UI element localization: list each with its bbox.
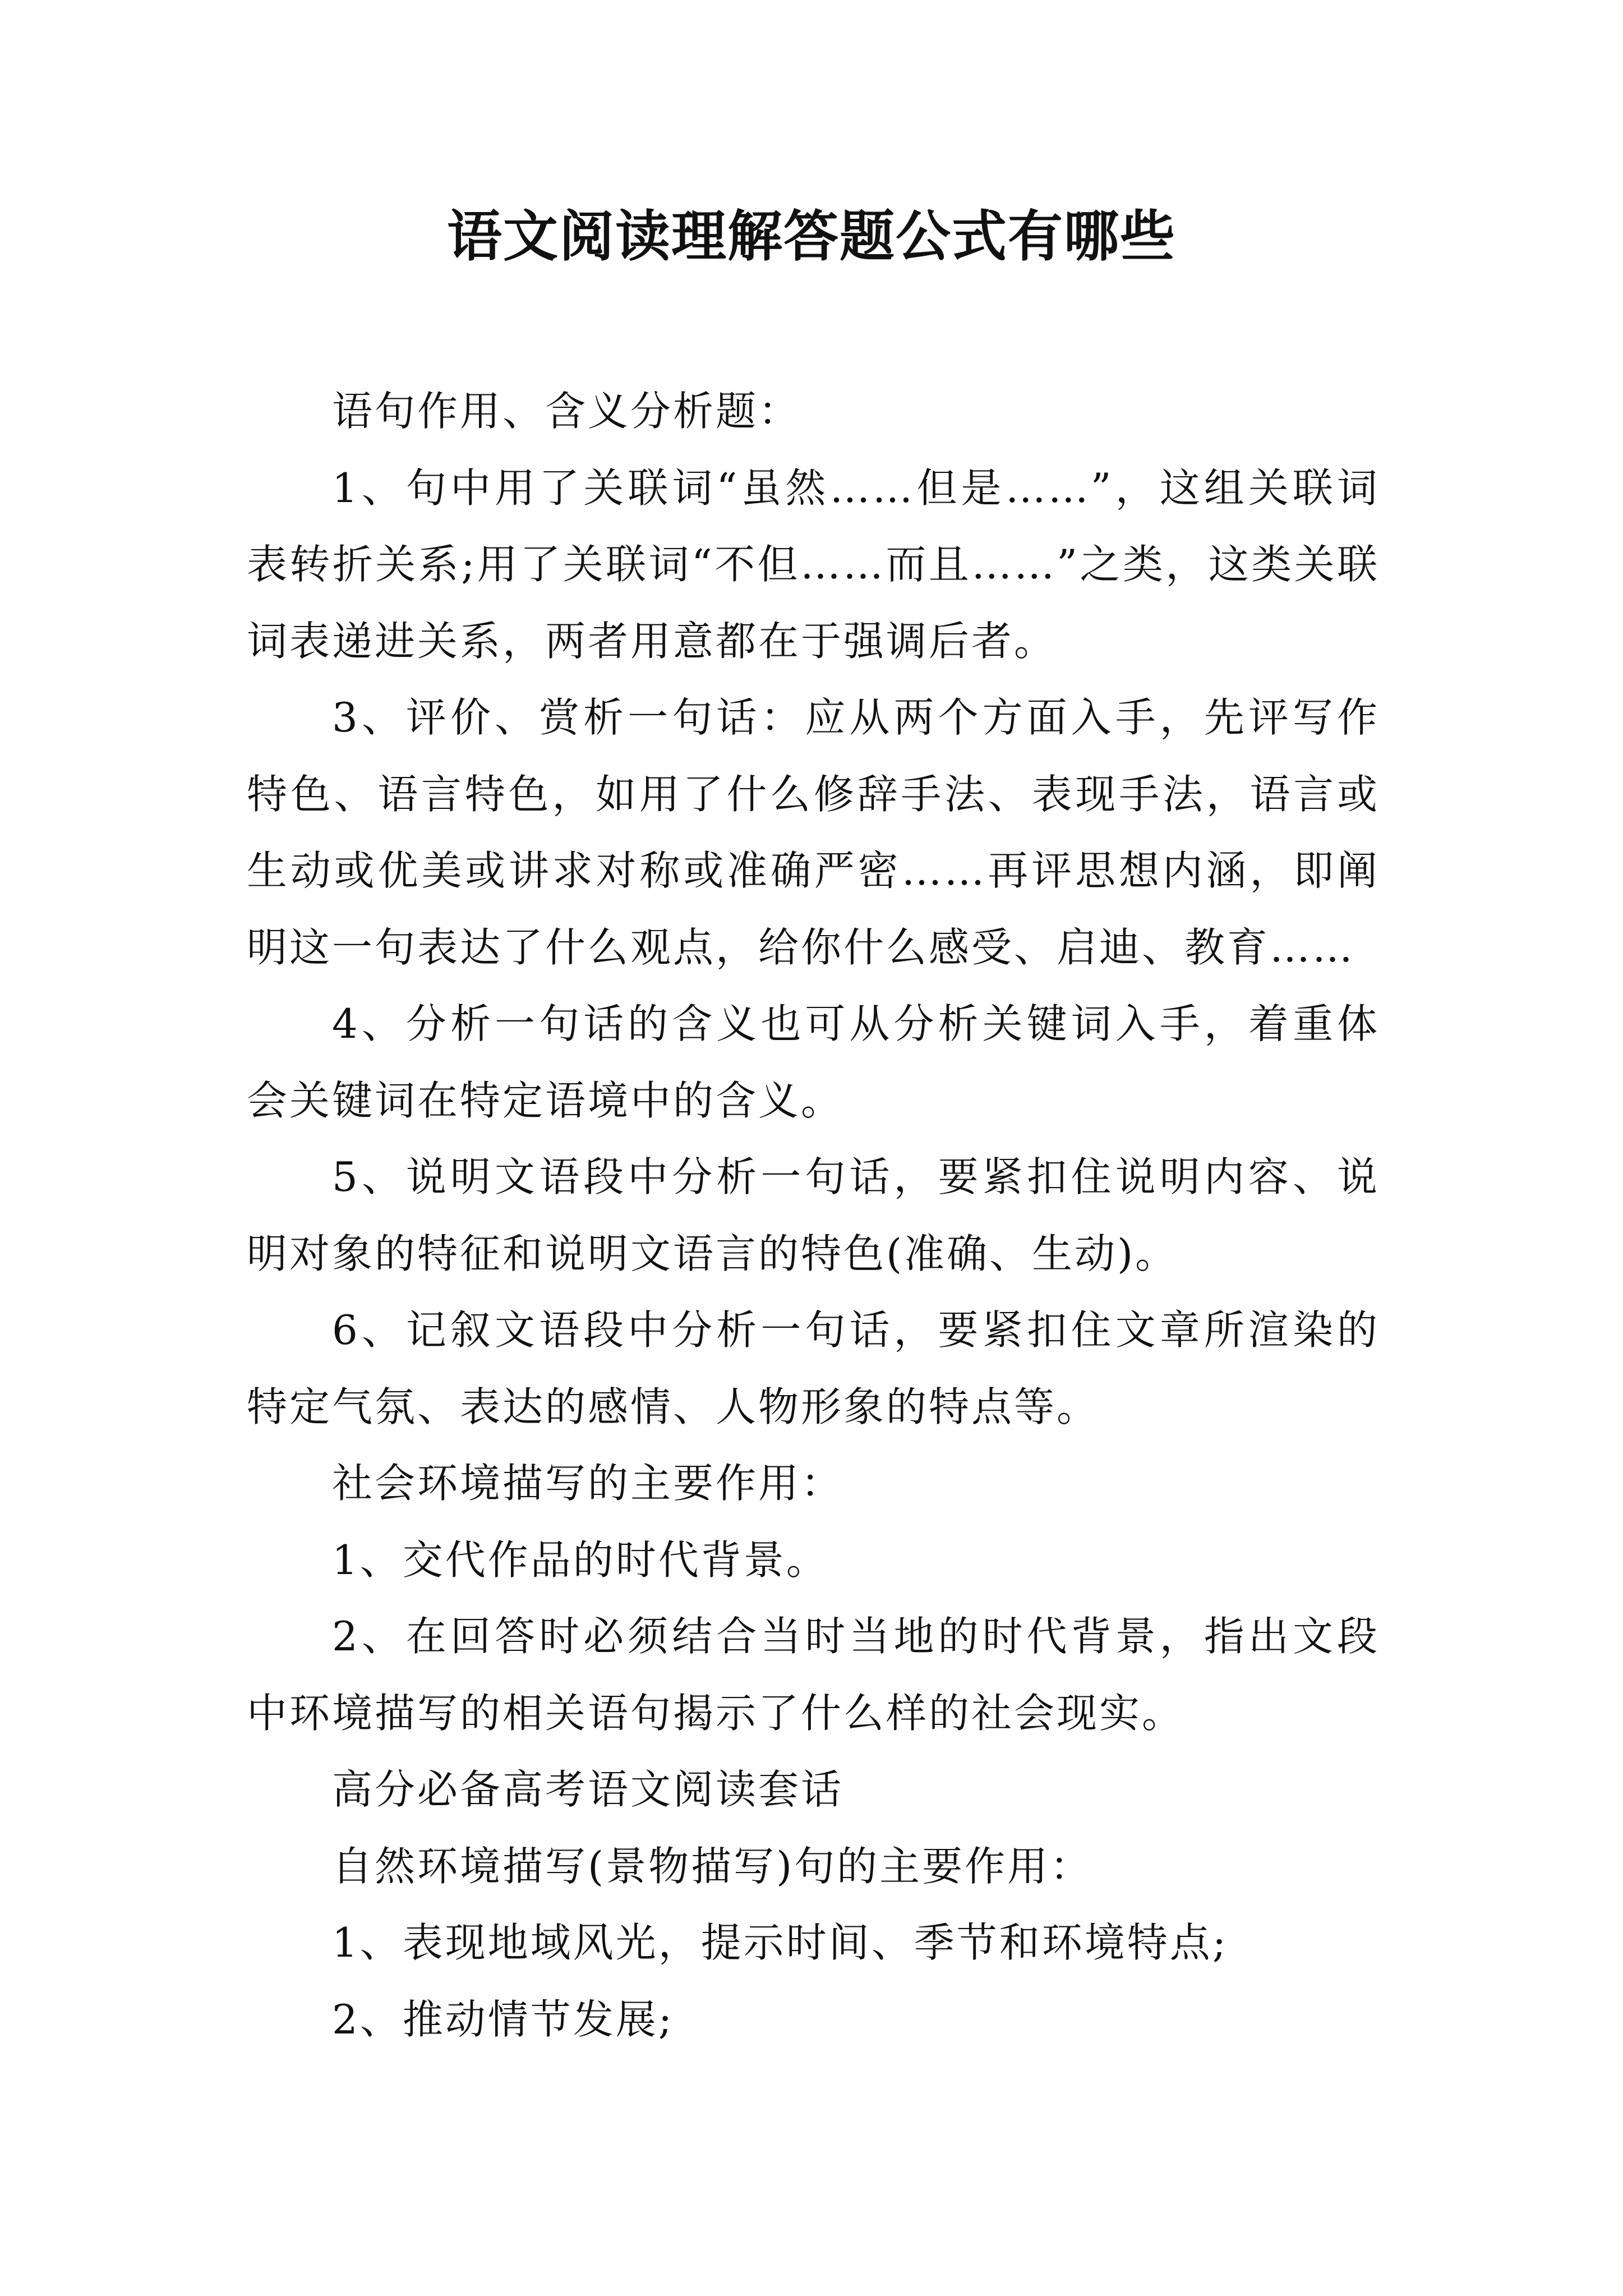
document-title: 语文阅读理解答题公式有哪些 — [446, 204, 1176, 269]
paragraph-section-heading-social-environment: 社会环境描写的主要作用： — [332, 1460, 844, 1507]
document-body — [247, 373, 1380, 2058]
paragraph-item-narrative-text: 6、记叙文语段中分析一句话，要紧扣住文章所渲染的特定气氛、表达的感情、人物形象的特点等。 — [247, 1306, 1380, 1430]
paragraph-item-keyword-meaning: 4、分析一句话的含义也可从分析关键词入手，着重体会关键词在特定语境中的含义。 — [247, 1000, 1380, 1124]
paragraph-section-heading-natural-environment: 自然环境描写(景物描写)句的主要作用： — [332, 1842, 1093, 1890]
paragraph-item-conjunctions: 1、句中用了关联词“虽然……但是……”，这组关联词表转折关系;用了关联词“不但……而且……”之类，这类关联词表递进关系，两者用意都在于强调后者。 — [247, 464, 1380, 665]
paragraph-item-regional-scenery: 1、表现地域风光，提示时间、季节和环境特点; — [332, 1919, 1229, 1966]
paragraph-item-plot-development: 2、推动情节发展; — [332, 1995, 675, 2043]
paragraph-subheading-exam-phrases: 高分必备高考语文阅读套话 — [332, 1766, 844, 1813]
paragraph-item-era-background: 1、交代作品的时代背景。 — [332, 1536, 829, 1584]
paragraph-item-evaluate-sentence: 3、评价、赏析一句话：应从两个方面入手，先评写作特色、语言特色，如用了什么修辞手法、表现手法，语言或生动或优美或讲求对称或准确严密……再评思想内涵，即阐明这一句表达了什么观点，给你什么感受、启迪、教育…… — [247, 694, 1380, 971]
paragraph-section-heading-sentence-analysis: 语句作用、含义分析题： — [332, 388, 801, 435]
paragraph-item-expository-text: 5、说明文语段中分析一句话，要紧扣住说明内容、说明对象的特征和说明文语言的特色(准确、生动)。 — [247, 1153, 1380, 1277]
paragraph-item-social-reality: 2、在回答时必须结合当时当地的时代背景，指出文段中环境描写的相关语句揭示了什么样的社会现实。 — [247, 1613, 1380, 1737]
